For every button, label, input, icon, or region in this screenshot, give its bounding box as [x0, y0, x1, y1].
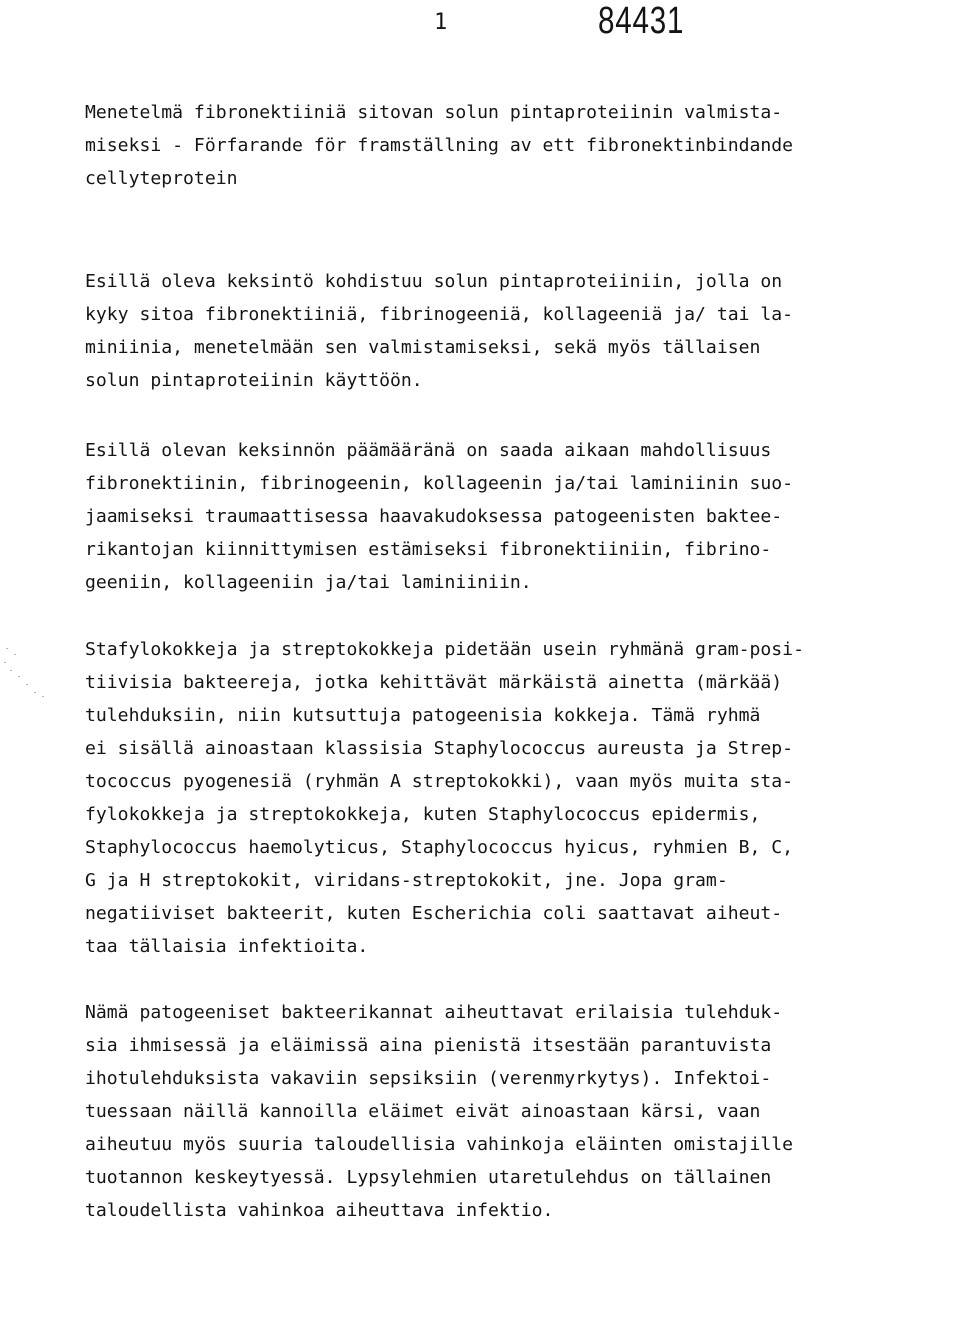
text-line: G ja H streptokokit, viridans-streptokokit, jne. Jopa gram- [85, 870, 728, 891]
text-line: taa tällaisia infektioita. [85, 936, 369, 957]
text-line: Nämä patogeeniset bakteerikannat aiheuttavat erilaisia tulehduk- [85, 1002, 783, 1023]
text-line: tiivisia bakteereja, jotka kehittävät märkäistä ainetta (märkää) [85, 672, 783, 693]
text-line: sia ihmisessä ja eläimissä aina pienistä itsestään parantuvista [85, 1035, 772, 1056]
document-title [85, 96, 793, 195]
text-line: solun pintaproteiinin käyttöön. [85, 370, 423, 391]
text-line: Esillä olevan keksinnön päämääränä on saada aikaan mahdollisuus [85, 440, 772, 461]
text-line: Staphylococcus haemolyticus, Staphylococcus hyicus, ryhmien B, C, [85, 837, 794, 858]
paragraph-2 [85, 434, 793, 599]
text-line: taloudellista vahinkoa aiheuttava infektio. [85, 1200, 554, 1221]
text-line: negatiiviset bakteerit, kuten Escherichia coli saattavat aiheut- [85, 903, 783, 924]
document-number: 84431 [598, 0, 685, 42]
text-line: fibronektiinin, fibrinogeenin, kollageenin ja/tai laminiinin suo- [85, 473, 794, 494]
margin-scan-dots [0, 640, 48, 700]
text-line: rikantojan kiinnittymisen estämiseksi fibronektiiniin, fibrino- [85, 539, 772, 560]
text-line: Esillä oleva keksintö kohdistuu solun pintaproteiiniin, jolla on [85, 271, 783, 292]
text-line: tococcus pyogenesiä (ryhmän A streptokokki), vaan myös muita sta- [85, 771, 794, 792]
text-line: ihotulehduksista vakaviin sepsiksiin (verenmyrkytys). Infektoi- [85, 1068, 772, 1089]
paragraph-3 [85, 633, 804, 963]
text-line: geeniin, kollageeniin ja/tai laminiiniin. [85, 572, 532, 593]
page-number: 1 [434, 10, 448, 35]
text-line: tuotannon keskeytyessä. Lypsylehmien utaretulehdus on tällainen [85, 1167, 772, 1188]
text-line: jaamiseksi traumaattisessa haavakudoksessa patogeenisten baktee- [85, 506, 783, 527]
text-line: tuessaan näillä kannoilla eläimet eivät ainoastaan kärsi, vaan [85, 1101, 761, 1122]
title-line: miseksi - Förfarande för framställning av ett fibronektinbindande [85, 135, 794, 156]
text-line: ei sisällä ainoastaan klassisia Staphylococcus aureusta ja Strep- [85, 738, 794, 759]
text-line: fylokokkeja ja streptokokkeja, kuten Staphylococcus epidermis, [85, 804, 761, 825]
text-line: tulehduksiin, niin kutsuttuja patogeenisia kokkeja. Tämä ryhmä [85, 705, 761, 726]
title-line: Menetelmä fibronektiiniä sitovan solun pintaproteiinin valmista- [85, 102, 783, 123]
title-line: cellyteprotein [85, 168, 238, 189]
paragraph-1 [85, 265, 793, 397]
text-line: aiheutuu myös suuria taloudellisia vahinkoja eläinten omistajille [85, 1134, 794, 1155]
text-line: Stafylokokkeja ja streptokokkeja pidetään usein ryhmänä gram-posi- [85, 639, 804, 660]
text-line: kyky sitoa fibronektiiniä, fibrinogeeniä, kollageeniä ja/ tai la- [85, 304, 794, 325]
text-line: miniinia, menetelmään sen valmistamiseksi, sekä myös tällaisen [85, 337, 761, 358]
paragraph-4 [85, 996, 793, 1227]
